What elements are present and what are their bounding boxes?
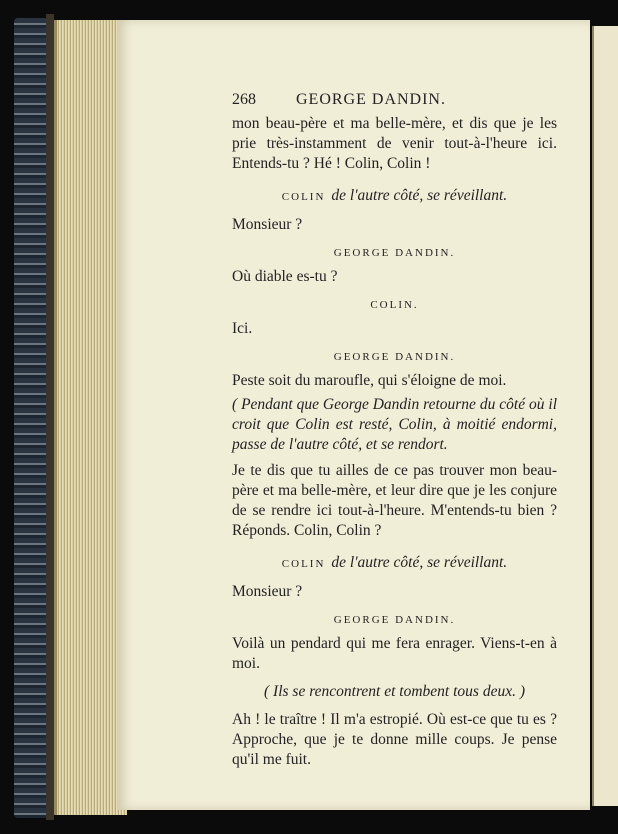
speech-dandin-3: Peste soit du maroufle, qui s'éloigne de moi.: [232, 372, 507, 389]
speaker-dandin-3: GEORGE DANDIN.: [333, 351, 456, 363]
stage-direction-1: ( Pendant que George Dandin retourne du côté où il croit que Colin est resté, Colin, à moitié endormi, passe de l'autre côté, et se rendort.: [232, 396, 557, 453]
running-title: GEORGE DANDIN.: [296, 91, 446, 108]
speech-colin-3: Monsieur ?: [232, 583, 303, 600]
speaker-name: COLIN: [281, 191, 326, 203]
stage-direction-2: ( Ils se rencontrent et tombent tous deux. ): [264, 683, 525, 700]
page-edges: [54, 20, 127, 815]
page-text: [232, 90, 557, 770]
book-spine-binding: [14, 18, 48, 818]
binding-edge: [46, 14, 54, 820]
speaker-name: COLIN: [281, 558, 326, 570]
speech-dandin-5: Voilà un pendard qui me fera enrager. Viens-t-en à moi.: [232, 635, 557, 672]
stage-direction: de l'autre côté, se réveillant.: [331, 554, 508, 571]
speech-colin-1: Monsieur ?: [232, 216, 303, 233]
speaker-colin-2: COLIN.: [370, 299, 419, 311]
page-number: 268: [232, 91, 256, 108]
speech-dandin-4: Je te dis que tu ailles de ce pas trouver mon beau-père et ma belle-mère, et leur dire que je les conjure de se rendre ici tout-à-l'heure. M'entends-tu bien ? Réponds. Colin, Colin ?: [232, 462, 557, 539]
speaker-colin-1: [232, 186, 557, 207]
running-header: [232, 90, 557, 110]
facing-page-edge: [592, 26, 618, 806]
speech-dandin-6: Ah ! le traître ! Il m'a estropié. Où est-ce que tu es ? Approche, que je te donne mille coups. Je pense qu'il me fuit.: [232, 711, 557, 768]
stage-direction: de l'autre côté, se réveillant.: [331, 187, 508, 204]
speaker-dandin-4: GEORGE DANDIN.: [333, 614, 456, 626]
speaker-colin-3: [232, 553, 557, 574]
speaker-dandin-2: GEORGE DANDIN.: [333, 247, 456, 259]
speech-dandin-1: mon beau-père et ma belle-mère, et dis que je les prie très-instamment de venir tout-à-l'heure ici. Entends-tu ? Hé ! Colin, Colin !: [232, 115, 557, 172]
speech-colin-2: Ici.: [232, 320, 253, 337]
speech-dandin-2: Où diable es-tu ?: [232, 268, 338, 285]
